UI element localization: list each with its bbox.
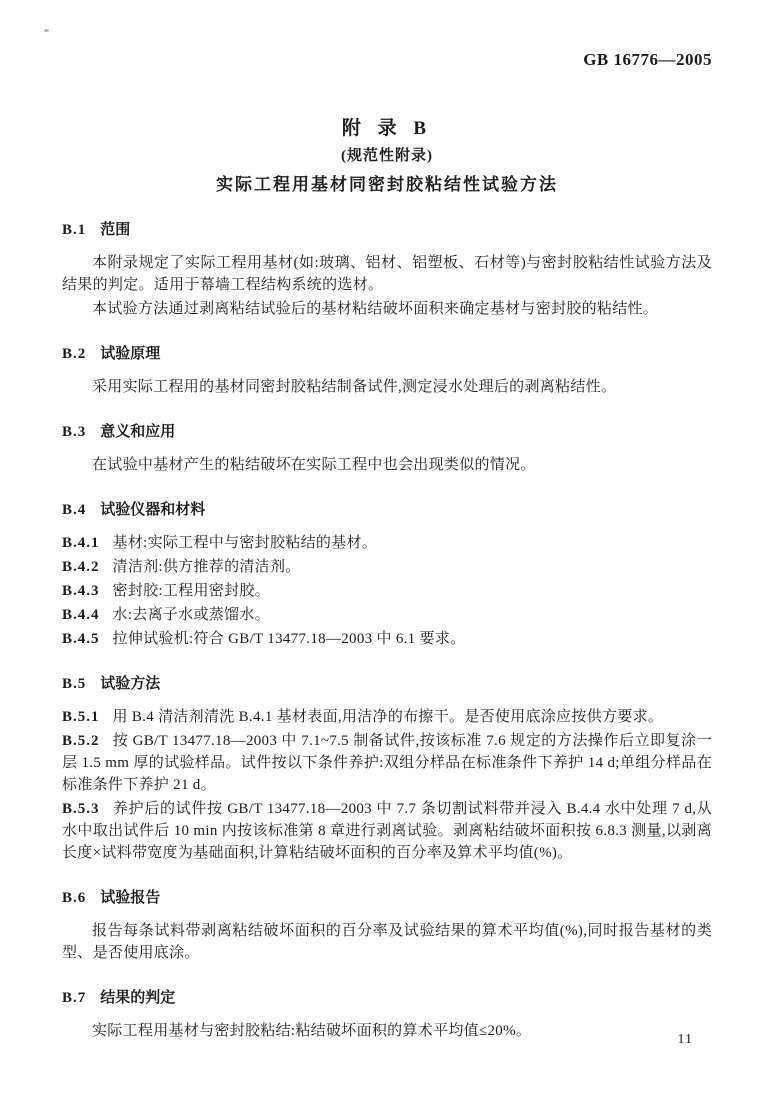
section-title: 试验报告 — [100, 890, 161, 906]
section-number: B.4 — [62, 502, 87, 518]
clause-text: 养护后的试件按 GB/T 13477.18—2003 中 7.7 条切割试料带并浸入 B.4.4 水中处理 7 d,从水中取出试件后 10 min 内按该标准第 8 章进行剥离试验。剥离粘结破坏面积按 6.8.3 测量,以剥离长度×试料带宽度为基础面积,计算粘结破坏面积的百分率及算术平均值(%)。 — [62, 801, 712, 861]
clause-number: B.4.2 — [62, 559, 100, 575]
clause-number: B.5.3 — [62, 801, 100, 817]
clause — [62, 628, 712, 650]
page-content — [62, 0, 712, 1042]
section-number: B.6 — [62, 890, 87, 906]
section-body — [62, 532, 712, 650]
clause — [62, 706, 712, 728]
section-heading — [62, 422, 712, 443]
page-number: 11 — [677, 1032, 693, 1047]
section-heading — [62, 988, 712, 1009]
clause — [62, 798, 712, 864]
section-b6 — [62, 888, 712, 964]
section-heading — [62, 220, 712, 241]
clause — [62, 730, 712, 796]
section-title: 范围 — [100, 222, 131, 238]
scan-artifact — [44, 29, 49, 32]
appendix-type: (规范性附录) — [341, 148, 433, 164]
section-title: 意义和应用 — [100, 424, 176, 440]
section-title: 试验仪器和材料 — [100, 502, 206, 518]
clause-text: 密封胶:工程用密封胶。 — [112, 583, 270, 599]
section-body — [62, 920, 712, 964]
standard-number: GB 16776—2005 — [583, 50, 712, 69]
paragraph: 报告每条试料带剥离粘结破坏面积的百分率及试验结果的算术平均值(%),同时报告基材的类型、是否使用底涂。 — [62, 923, 712, 961]
section-body — [62, 706, 712, 864]
paragraph: 本附录规定了实际工程用基材(如:玻璃、铝材、铝塑板、石材等)与密封胶粘结性试验方法及结果的判定。适用于幕墙工程结构系统的选材。 — [62, 255, 712, 293]
section-b1 — [62, 220, 712, 320]
section-title: 结果的判定 — [100, 990, 176, 1006]
section-number: B.2 — [62, 346, 87, 362]
section-b2 — [62, 344, 712, 398]
section-number: B.1 — [62, 222, 87, 238]
clause-text: 基材:实际工程中与密封胶粘结的基材。 — [112, 535, 378, 551]
section-body — [62, 1020, 712, 1042]
clause-number: B.5.1 — [62, 709, 100, 725]
section-body — [62, 252, 712, 320]
clause — [62, 604, 712, 626]
section-title: 试验原理 — [100, 346, 161, 362]
paragraph: 实际工程用基材与密封胶粘结:粘结破坏面积的算术平均值≤20%。 — [92, 1023, 532, 1039]
section-heading — [62, 888, 712, 909]
section-heading — [62, 674, 712, 695]
clause-number: B.4.3 — [62, 583, 100, 599]
clause-text: 拉伸试验机:符合 GB/T 13477.18—2003 中 6.1 要求。 — [112, 631, 466, 647]
section-heading — [62, 344, 712, 365]
clause-number: B.4.5 — [62, 631, 100, 647]
section-number: B.7 — [62, 990, 87, 1006]
section-title: 试验方法 — [100, 676, 161, 692]
section-b5 — [62, 674, 712, 864]
paragraph: 在试验中基材产生的粘结破坏在实际工程中也会出现类似的情况。 — [92, 457, 536, 473]
clause-number: B.4.1 — [62, 535, 100, 551]
section-body — [62, 376, 712, 398]
clause — [62, 556, 712, 578]
paragraph: 采用实际工程用的基材同密封胶粘结制备试件,测定浸水处理后的剥离粘结性。 — [92, 379, 617, 395]
section-number: B.5 — [62, 676, 87, 692]
section-b3 — [62, 422, 712, 476]
appendix-title: 实际工程用基材同密封胶粘结性试验方法 — [216, 175, 558, 194]
clause-text: 按 GB/T 13477.18—2003 中 7.1~7.5 制备试件,按该标准 7.6 规定的方法操作后立即复涂一层 1.5 mm 厚的试验样品。试件按以下条件养护:双组分样品在标准条件下养护 14 d;单组分样品在标准条件下养护 21 d。 — [62, 733, 712, 793]
clause-text: 水:去离子水或蒸馏水。 — [112, 607, 270, 623]
clause-text: 清洁剂:供方推荐的清洁剂。 — [112, 559, 301, 575]
section-b7 — [62, 988, 712, 1042]
section-body — [62, 454, 712, 476]
clause-number: B.4.4 — [62, 607, 100, 623]
clause-number: B.5.2 — [62, 733, 100, 749]
section-number: B.3 — [62, 424, 87, 440]
section-b4 — [62, 500, 712, 650]
appendix-label: 附 录 B — [341, 118, 433, 139]
paragraph: 本试验方法通过剥离粘结试验后的基材粘结破坏面积来确定基材与密封胶的粘结性。 — [92, 301, 659, 317]
clause-text: 用 B.4 清洁剂清洗 B.4.1 基材表面,用洁净的布擦干。是否使用底涂应按供方要求。 — [112, 709, 664, 725]
clause — [62, 532, 712, 554]
section-heading — [62, 500, 712, 521]
clause — [62, 580, 712, 602]
